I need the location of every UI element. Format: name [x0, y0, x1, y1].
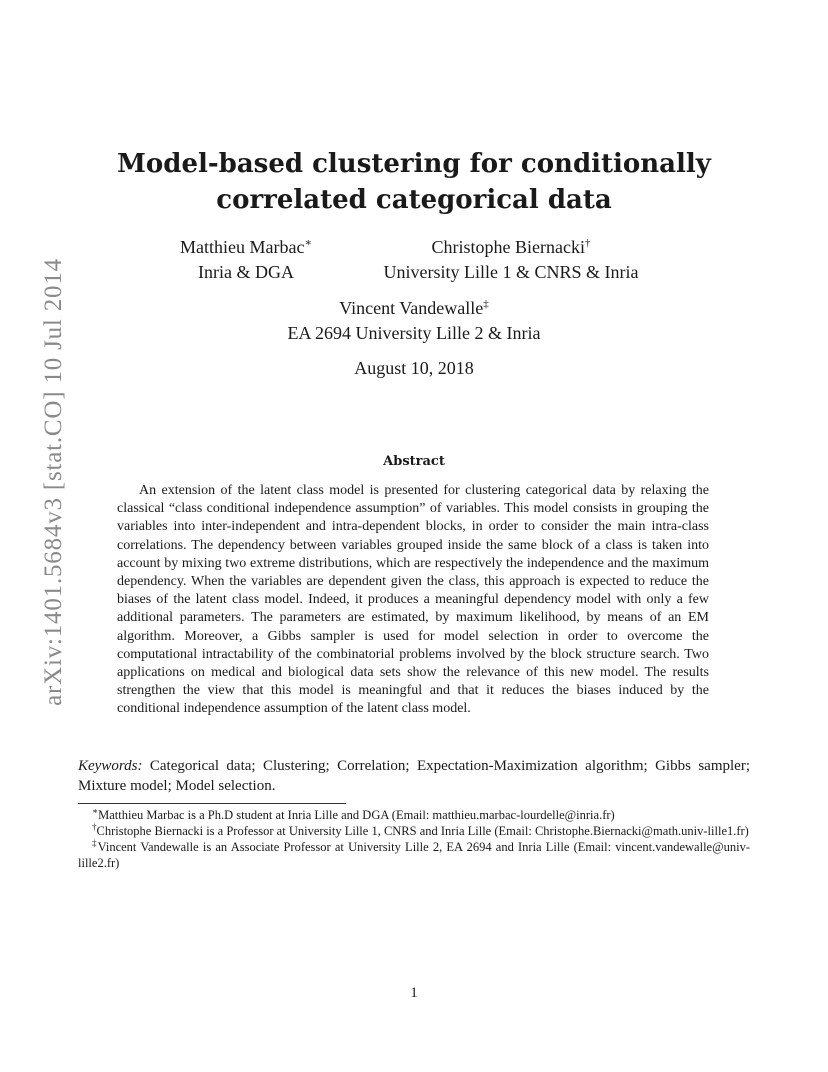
- author-affiliation: University Lille 1 & CNRS & Inria: [383, 262, 639, 282]
- author-footnote-mark: ∗: [304, 237, 312, 249]
- author-name: Christophe Biernacki†: [431, 237, 591, 257]
- author-footnote-mark: †: [584, 237, 591, 249]
- footnote-mark: ∗: [92, 805, 99, 816]
- footnote-text: Matthieu Marbac is a Ph.D student at Inria Lille and DGA (Email: matthieu.marbac-lourdelle@inria.fr): [98, 808, 615, 822]
- footnote-mark: †: [92, 821, 97, 832]
- author-affiliation: EA 2694 University Lille 2 & Inria: [287, 323, 541, 343]
- arxiv-identifier-stamp: arXiv:1401.5684v3 [stat.CO] 10 Jul 2014: [40, 258, 67, 706]
- footnote-divider: [78, 803, 346, 804]
- author-name: Matthieu Marbac∗: [180, 237, 312, 257]
- keywords-paragraph: [78, 756, 750, 796]
- page-number: 1: [410, 985, 418, 1001]
- footnotes: [78, 807, 750, 871]
- paper-title-line-2: correlated categorical data: [216, 185, 612, 215]
- keywords-list: Categorical data; Clustering; Correlation; Expectation-Maximization algorithm; Gibbs sampler; Mixture model; Model selection.: [78, 758, 750, 794]
- footnote-text: Christophe Biernacki is a Professor at University Lille 1, CNRS and Inria Lille (Email: Christophe.Biernacki@math.univ-lille1.fr): [96, 824, 749, 838]
- author-block-marbac: [156, 235, 336, 285]
- author-block-biernacki: [356, 235, 666, 285]
- footnote-vandewalle: [78, 839, 750, 871]
- footnote-text: Vincent Vandewalle is an Associate Professor at University Lille 2, EA 2694 and Inria Lille (Email: vincent.vandewalle@univ-lille2.fr): [78, 840, 751, 870]
- abstract-text: An extension of the latent class model is presented for clustering categorical data by relaxing the classical “class conditional independence assumption” of variables. This model consists in grouping the variables into inter-independent and intra-dependent blocks, in order to consider the main intra-class correlations. The dependency between variables grouped inside the same block of a class is taken into account by mixing two extreme distributions, which are respectively the independence and the maximum dependency. When the variables are dependent given the class, this approach is expected to reduce the biases of the latent class model. Indeed, it produces a meaningful dependency model with only a few additional parameters. The parameters are estimated, by maximum likelihood, by means of an EM algorithm. Moreover, a Gibbs sampler is used for model selection in order to overcome the computational intractability of the combinatorial problems involved by the block structure search. Two applications on medical and biological data sets show the relevance of this new model. The results strengthen the view that this model is meaningful and that it reduces the biases induced by the conditional independence assumption of the latent class model.: [117, 483, 709, 717]
- paper-date: August 10, 2018: [354, 358, 474, 378]
- author-name: Vincent Vandewalle‡: [339, 298, 489, 318]
- keywords-label: Keywords:: [78, 758, 143, 774]
- author-footnote-mark: ‡: [483, 298, 489, 310]
- paper-title-line-1: Model-based clustering for conditionally: [117, 149, 711, 179]
- paper-title: [0, 146, 828, 218]
- footnote-biernacki: [78, 823, 750, 839]
- abstract-heading: Abstract: [383, 454, 445, 469]
- footnote-mark: ‡: [92, 837, 98, 848]
- author-affiliation: Inria & DGA: [198, 262, 294, 282]
- footnote-marbac: [78, 807, 750, 823]
- author-block-vandewalle: [214, 296, 614, 346]
